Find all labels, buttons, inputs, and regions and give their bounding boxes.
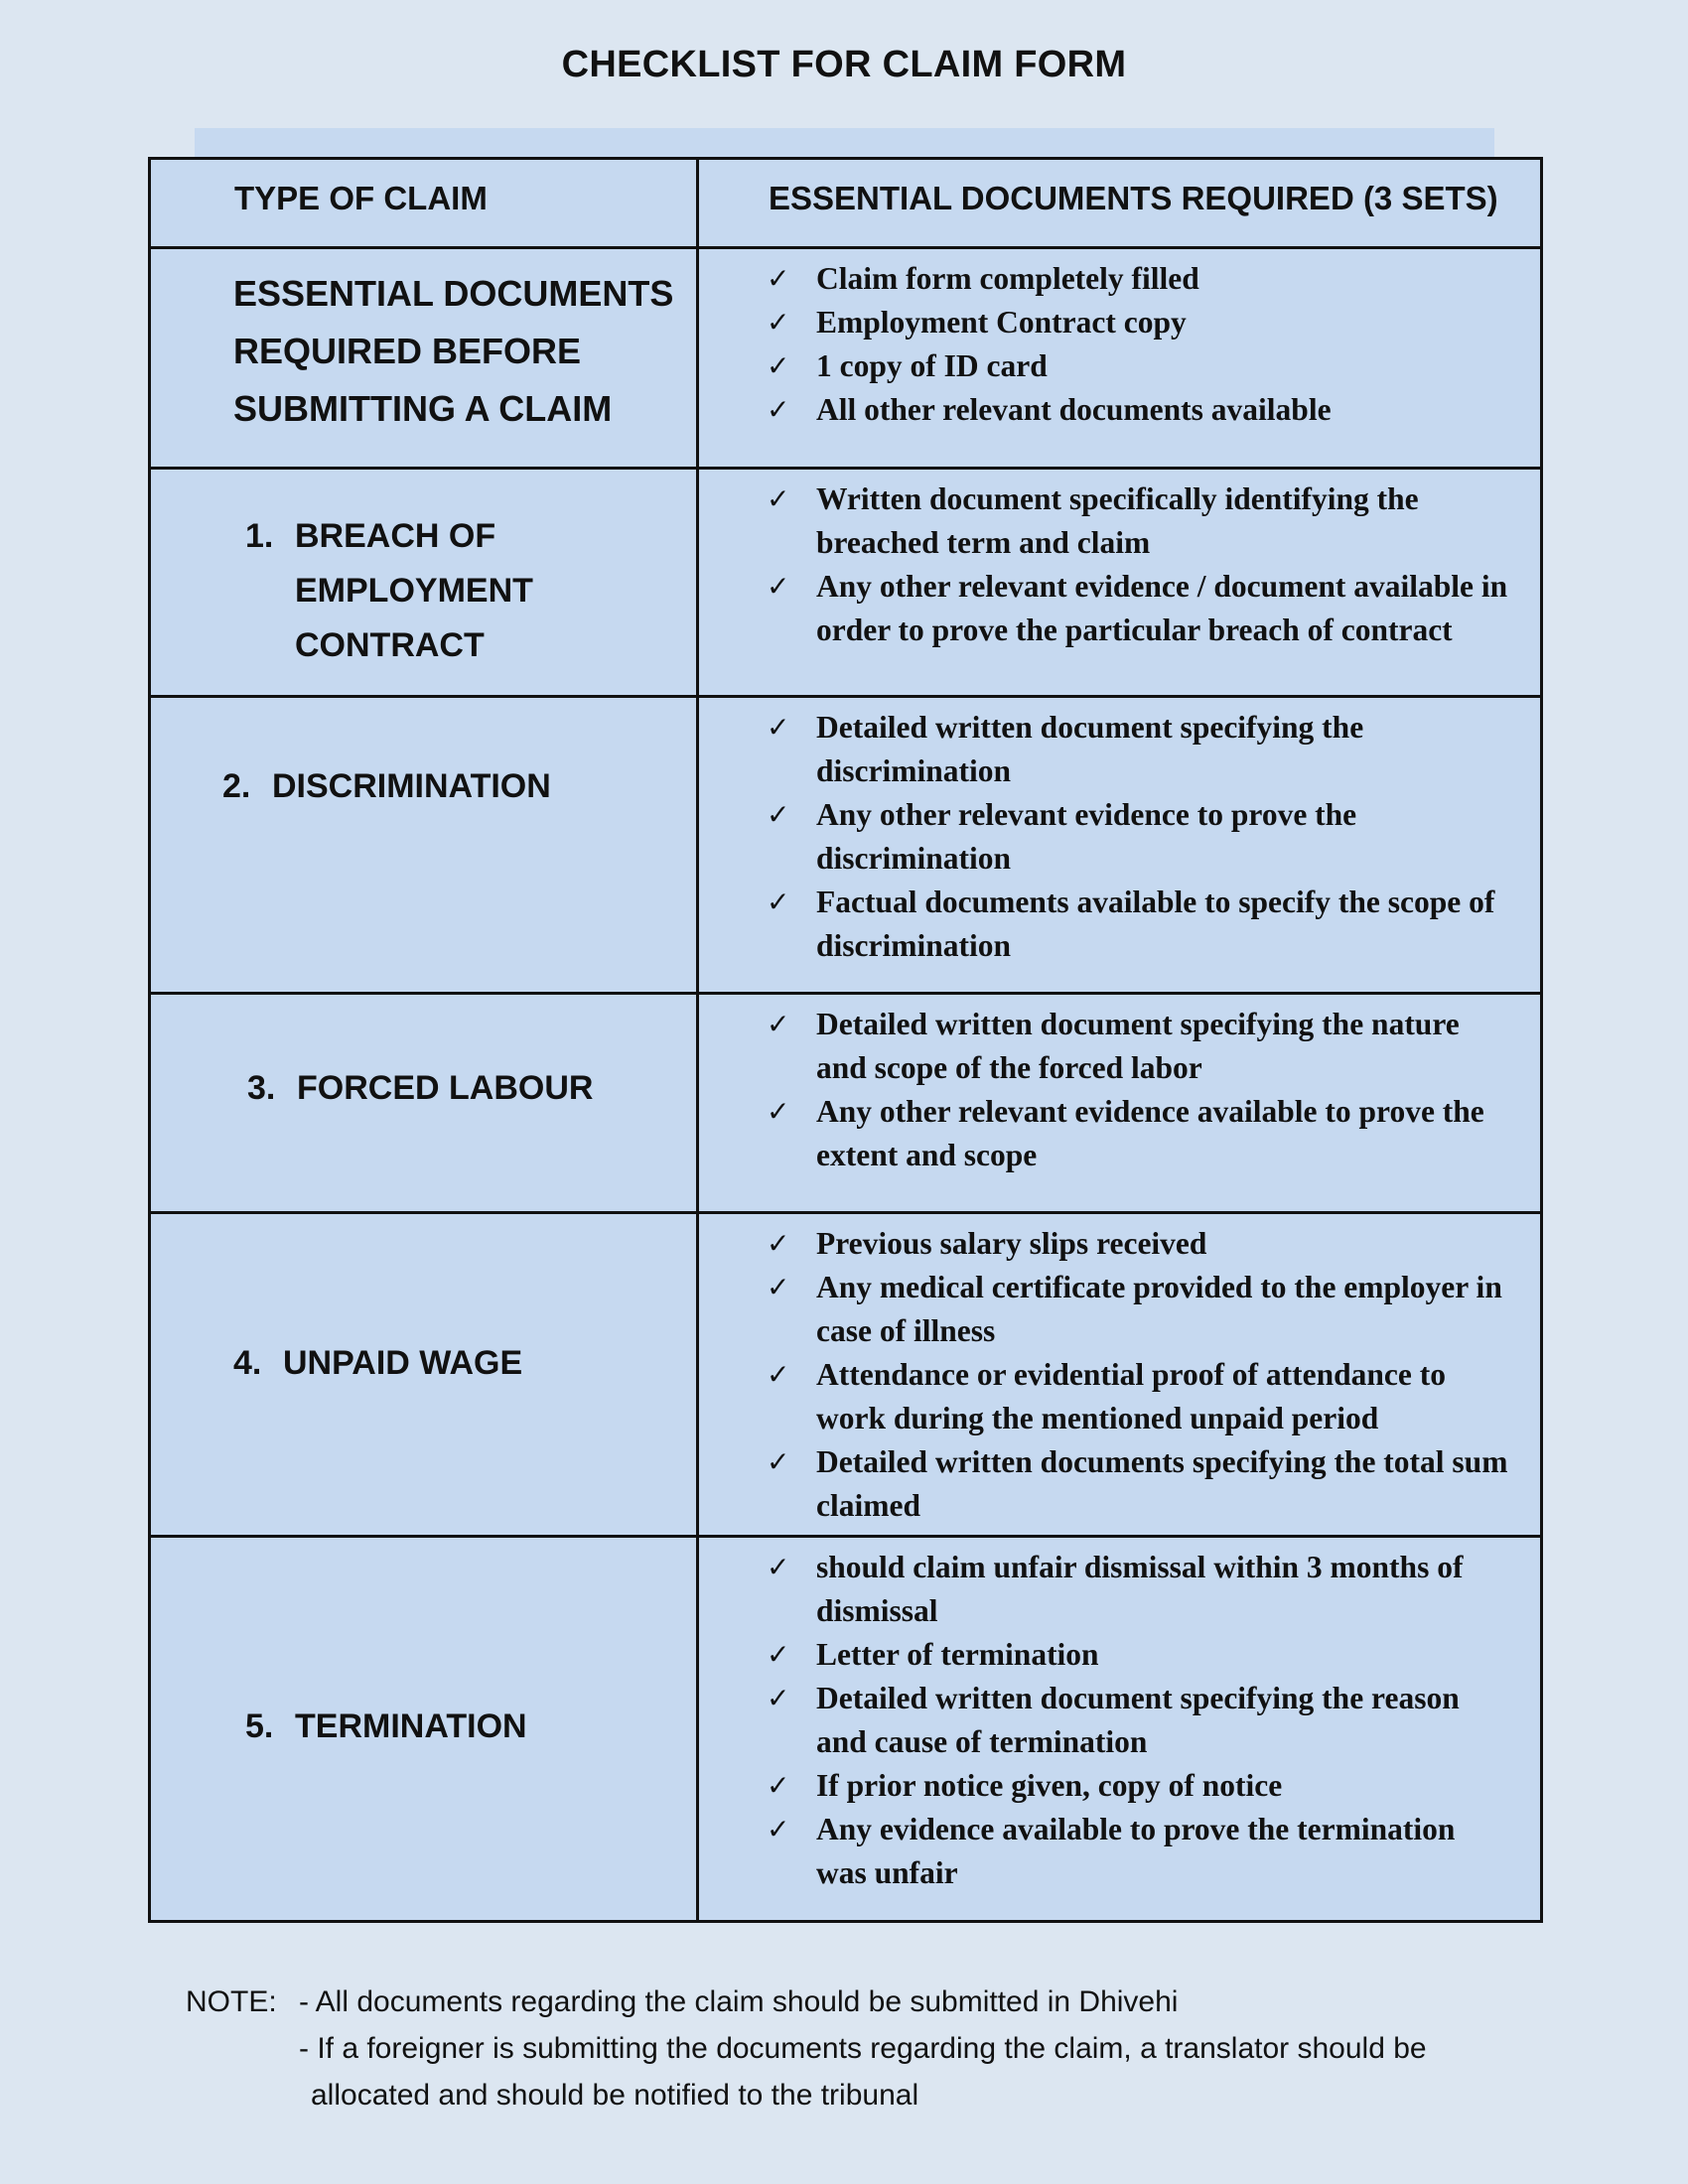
list-item: ✓ Employment Contract copy bbox=[767, 301, 1510, 344]
table-row bbox=[150, 1213, 1542, 1537]
header-essential-documents: ESSENTIAL DOCUMENTS REQUIRED (3 SETS) bbox=[769, 180, 1498, 216]
claim-cell bbox=[150, 248, 698, 469]
checkmark-icon: ✓ bbox=[767, 393, 790, 426]
list-item: ✓ Any other relevant evidence available to prove the extent and scope bbox=[767, 1090, 1510, 1177]
checkmark-icon: ✓ bbox=[767, 1095, 790, 1128]
table-row bbox=[150, 469, 1542, 697]
note-line: - If a foreigner is submitting the documents regarding the claim, a translator should be bbox=[299, 2032, 1427, 2065]
list-item: ✓ Letter of termination bbox=[767, 1633, 1510, 1677]
list-item: ✓ All other relevant documents available bbox=[767, 388, 1510, 432]
note-line: allocated and should be notified to the tribunal bbox=[311, 2079, 919, 2112]
docs-cell bbox=[698, 994, 1542, 1213]
claim-label-discrimination: 2. DISCRIMINATION bbox=[222, 766, 551, 805]
checkmark-icon: ✓ bbox=[767, 1008, 790, 1040]
checkmark-icon: ✓ bbox=[767, 1813, 790, 1845]
list-item: ✓ Any evidence available to prove the termination was unfair bbox=[767, 1808, 1510, 1895]
table-row bbox=[150, 994, 1542, 1213]
claim-label-breach: 1. BREACH OF EMPLOYMENT CONTRACT bbox=[245, 517, 533, 664]
checkmark-icon: ✓ bbox=[767, 570, 790, 603]
header-type-of-claim: TYPE OF CLAIM bbox=[234, 180, 488, 216]
docs-cell bbox=[698, 1213, 1542, 1537]
claim-cell bbox=[150, 697, 698, 994]
list-item: ✓ should claim unfair dismissal within 3 months of dismissal bbox=[767, 1546, 1510, 1633]
list-item: ✓ Detailed written document specifying the nature and scope of the forced labor bbox=[767, 1003, 1510, 1090]
checkmark-icon: ✓ bbox=[767, 349, 790, 382]
docs-cell bbox=[698, 1537, 1542, 1922]
claim-cell bbox=[150, 1537, 698, 1922]
docs-list bbox=[699, 1538, 1540, 1895]
list-item: ✓ Claim form completely filled bbox=[767, 257, 1510, 301]
checkmark-icon: ✓ bbox=[767, 262, 790, 295]
table-row bbox=[150, 248, 1542, 469]
docs-list bbox=[699, 1214, 1540, 1528]
checkmark-icon: ✓ bbox=[767, 1358, 790, 1391]
list-item: ✓ Any other relevant evidence / document available in order to prove the particular breach of contract bbox=[767, 565, 1510, 652]
docs-list bbox=[699, 470, 1540, 652]
claim-cell bbox=[150, 994, 698, 1213]
checkmark-icon: ✓ bbox=[767, 1682, 790, 1714]
claim-cell bbox=[150, 469, 698, 697]
checkmark-icon: ✓ bbox=[767, 482, 790, 515]
table-header-row bbox=[150, 159, 1542, 248]
list-item: ✓ Any other relevant evidence to prove the discrimination bbox=[767, 793, 1510, 881]
checkmark-icon: ✓ bbox=[767, 798, 790, 831]
docs-cell bbox=[698, 697, 1542, 994]
checkmark-icon: ✓ bbox=[767, 1445, 790, 1478]
checkmark-icon: ✓ bbox=[767, 1271, 790, 1303]
list-item: ✓ If prior notice given, copy of notice bbox=[767, 1764, 1510, 1808]
list-item: ✓ Written document specifically identifying the breached term and claim bbox=[767, 478, 1510, 565]
claim-label-unpaid-wage: 4. UNPAID WAGE bbox=[233, 1343, 523, 1382]
docs-list bbox=[699, 995, 1540, 1177]
list-item: ✓ Attendance or evidential proof of attendance to work during the mentioned unpaid period bbox=[767, 1353, 1510, 1440]
checkmark-icon: ✓ bbox=[767, 1638, 790, 1671]
docs-cell bbox=[698, 248, 1542, 469]
note-section bbox=[186, 1979, 1536, 2118]
page-title: CHECKLIST FOR CLAIM FORM bbox=[561, 44, 1127, 85]
list-item: ✓ Factual documents available to specify the scope of discrimination bbox=[767, 881, 1510, 968]
list-item: ✓ 1 copy of ID card bbox=[767, 344, 1510, 388]
list-item: ✓ Detailed written documents specifying the total sum claimed bbox=[767, 1440, 1510, 1528]
note-line: - All documents regarding the claim should be submitted in Dhivehi bbox=[299, 1985, 1179, 2018]
claim-label-forced-labour: 3. FORCED LABOUR bbox=[247, 1068, 594, 1107]
note-body bbox=[299, 1979, 1536, 2118]
header-cell-type bbox=[150, 159, 698, 248]
checkmark-icon: ✓ bbox=[767, 1227, 790, 1260]
table-row bbox=[150, 697, 1542, 994]
list-item: ✓ Detailed written document specifying the reason and cause of termination bbox=[767, 1677, 1510, 1764]
claim-label-termination: 5. TERMINATION bbox=[245, 1706, 527, 1745]
checkmark-icon: ✓ bbox=[767, 711, 790, 744]
list-item: ✓ Any medical certificate provided to the employer in case of illness bbox=[767, 1266, 1510, 1353]
header-band bbox=[195, 128, 1494, 158]
table-row bbox=[150, 1537, 1542, 1922]
checkmark-icon: ✓ bbox=[767, 1551, 790, 1583]
checkmark-icon: ✓ bbox=[767, 886, 790, 918]
checkmark-icon: ✓ bbox=[767, 306, 790, 339]
checkmark-icon: ✓ bbox=[767, 1769, 790, 1802]
list-item: ✓ Previous salary slips received bbox=[767, 1222, 1510, 1266]
docs-list bbox=[699, 698, 1540, 968]
docs-cell bbox=[698, 469, 1542, 697]
note-label: NOTE: bbox=[186, 1985, 277, 2018]
claim-label-essential: ESSENTIAL DOCUMENTS REQUIRED BEFORE SUBMITTING A CLAIM bbox=[233, 273, 674, 429]
checklist-table bbox=[148, 157, 1543, 1923]
claim-cell bbox=[150, 1213, 698, 1537]
docs-list bbox=[699, 249, 1540, 432]
list-item: ✓ Detailed written document specifying the discrimination bbox=[767, 706, 1510, 793]
header-cell-docs bbox=[698, 159, 1542, 248]
